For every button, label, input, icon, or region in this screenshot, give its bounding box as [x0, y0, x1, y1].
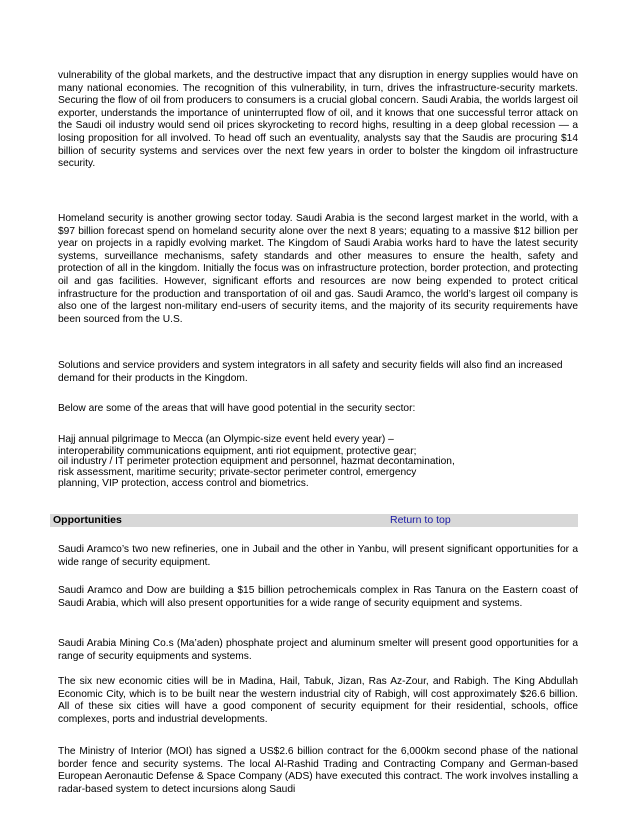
hajj-line: oil industry / IT perimeter protection equipment and personnel, hazmat decontamination, — [58, 456, 455, 468]
section-title: Opportunities — [53, 514, 122, 526]
hajj-line: interoperability communications equipment, anti riot equipment, protective gear; — [58, 445, 417, 457]
paragraph-maaden: Saudi Arabia Mining Co.s (Ma’aden) phosphate project and aluminum smelter will present good opportunities for a range of security equipments and systems. — [58, 638, 578, 662]
hajj-line: Hajj annual pilgrimage to Mecca (an Olympic-size event held every year) – — [58, 434, 394, 445]
paragraph-solutions-providers: Solutions and service providers and system integrators in all safety and security fields will also find an increased demand for their products in the Kingdom. — [58, 360, 563, 384]
return-to-top-link[interactable]: Return to top — [390, 514, 451, 526]
paragraph-hajj-list — [58, 434, 578, 491]
paragraph-aramco-dow: Saudi Aramco and Dow are building a $15 billion petrochemicals complex in Ras Tanura on the Eastern coast of Saudi Arabia, which will also present opportunities for a wide range of security equipment and systems. — [58, 585, 578, 609]
paragraph-homeland-security: Homeland security is another growing sector today. Saudi Arabia is the second largest market in the world, with a $97 billion forecast spend on homeland security alone over the next 8 years; equating to a massive $12 billion per year on projects in a rapidly evolving market. The Kingdom of Saudi Arabia works hard to have the latest security systems, surveillance mechanisms, safety standards and other measures to ensure the health, safety and protection of all in the kingdom. Initially the focus was on infrastructure protection, border protection, and protecting oil and gas facilities. However, significant efforts and resources are now being expended to protect critical infrastructure for the production and transportation of oil and gas. Saudi Aramco, the world’s largest oil company is also one of the largest non-military end-users of security items, and the majority of its security requirements have been sourced from the U.S. — [58, 213, 578, 325]
paragraph-areas-intro: Below are some of the areas that will have good potential in the security sector: — [58, 403, 416, 414]
paragraph-oil-infrastructure: vulnerability of the global markets, and the destructive impact that any disruption in energy supplies would have on many national economies. The recognition of this vulnerability, in turn, drives the infrastructure-security markets. Securing the flow of oil from producers to consumers is a crucial global concern. Saudi Arabia, the worlds largest oil exporter, understands the importance of uninterrupted flow of oil, and it knows that one successful terror attack on the Saudi oil industry would send oil prices skyrocketing to record highs, resulting in a deep global recession — a losing proposition for all involved. To head off such an eventuality, analysts say that the Saudis are procuring $14 billion of security systems and services over the next few years in order to bolster the kingdom oil infrastructure security. — [58, 70, 578, 170]
hajj-line: risk assessment, maritime security; private-sector perimeter control, emergency — [58, 466, 417, 478]
section-header-opportunities — [50, 514, 578, 527]
paragraph-economic-cities: The six new economic cities will be in Madina, Hail, Tabuk, Jizan, Ras Az-Zour, and Rabigh. The King Abdullah Economic City, which is to be built near the western industrial city of Rabigh, will cost approximately $26.6 billion. All of these six cities will have a good component of security equipment for their residential, schools, office complexes, ports and industrial developments. — [58, 676, 578, 725]
paragraph-aramco-refineries: Saudi Aramco’s two new refineries, one in Jubail and the other in Yanbu, will present significant opportunities for a wide range of security equipment. — [58, 544, 578, 568]
paragraph-moi-contract: The Ministry of Interior (MOI) has signed a US$2.6 billion contract for the 6,000km second phase of the national border fence and security systems. The local Al-Rashid Trading and Contracting Company and German-based European Aeronautic Defense & Space Company (ADS) have executed this contract. The work involves installing a radar-based system to detect incursions along Saudi — [58, 746, 578, 795]
hajj-line: planning, VIP protection, access control and biometrics. — [58, 478, 309, 490]
